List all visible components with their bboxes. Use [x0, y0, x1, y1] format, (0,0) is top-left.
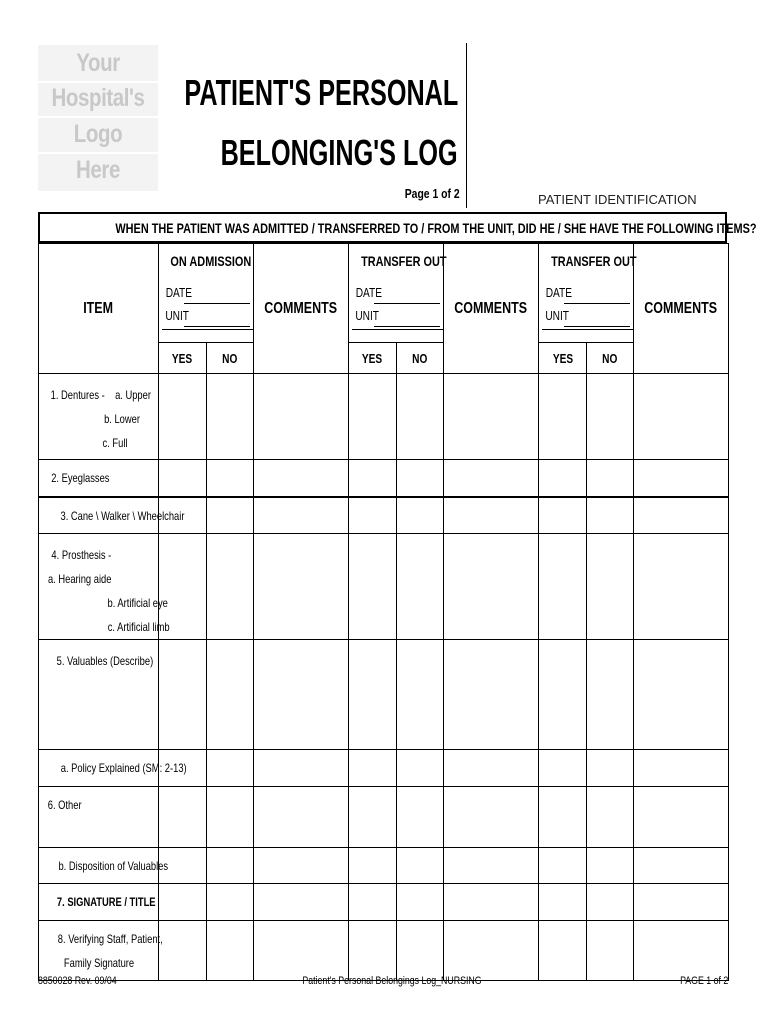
yes-header: YES: [159, 343, 207, 374]
logo-line-1: Your: [76, 49, 120, 77]
comment-cell[interactable]: [444, 374, 539, 460]
item-cell: 5. Valuables (Describe): [39, 640, 159, 750]
comments-header-3: COMMENTS: [634, 244, 729, 374]
form-number: 8850028 Rev. 09/04: [38, 975, 117, 987]
form-title-line-2: BELONGING'S LOG: [220, 132, 458, 173]
answer-cell[interactable]: [539, 640, 587, 750]
answer-cell[interactable]: [207, 640, 254, 750]
answer-cell[interactable]: [349, 534, 397, 640]
admission-unit-field[interactable]: UNIT: [162, 306, 253, 330]
comment-cell[interactable]: [444, 921, 539, 981]
answer-cell[interactable]: [349, 750, 397, 787]
comment-cell[interactable]: [254, 848, 349, 884]
answer-cell[interactable]: [397, 460, 444, 497]
comment-cell[interactable]: [254, 534, 349, 640]
answer-cell[interactable]: [587, 848, 634, 884]
comment-cell[interactable]: [254, 374, 349, 460]
answer-cell[interactable]: [539, 750, 587, 787]
table-row: [39, 750, 729, 787]
answer-cell[interactable]: [539, 497, 587, 534]
transfer-out-title-1: TRANSFER OUT: [361, 253, 447, 269]
answer-cell[interactable]: [397, 921, 444, 981]
admission-date-field[interactable]: DATE: [162, 283, 253, 306]
answer-cell[interactable]: [539, 848, 587, 884]
answer-cell[interactable]: [349, 460, 397, 497]
answer-cell[interactable]: [207, 750, 254, 787]
on-admission-title: ON ADMISSION: [170, 253, 252, 269]
answer-cell[interactable]: [207, 884, 254, 921]
comment-cell[interactable]: [634, 787, 729, 848]
yes-header: YES: [539, 343, 587, 374]
answer-cell[interactable]: [539, 374, 587, 460]
answer-cell[interactable]: [539, 921, 587, 981]
answer-cell[interactable]: [587, 497, 634, 534]
question-banner-text: WHEN THE PATIENT WAS ADMITTED / TRANSFERRED TO / FROM THE UNIT, DID HE / SHE HAVE THE FOLLOWING ITEMS?: [115, 220, 757, 236]
answer-cell[interactable]: [539, 460, 587, 497]
answer-cell[interactable]: [587, 640, 634, 750]
yes-header: YES: [349, 343, 397, 374]
answer-cell[interactable]: [587, 534, 634, 640]
comment-cell[interactable]: [444, 460, 539, 497]
comment-cell[interactable]: [634, 750, 729, 787]
answer-cell[interactable]: [207, 460, 254, 497]
comment-cell[interactable]: [254, 787, 349, 848]
table-row: [39, 497, 729, 534]
answer-cell[interactable]: [397, 497, 444, 534]
no-header: NO: [397, 343, 444, 374]
item-cell: 6. Other: [39, 787, 159, 848]
comment-cell[interactable]: [444, 497, 539, 534]
transfer-out-title-2: TRANSFER OUT: [551, 253, 637, 269]
logo-line-3: Logo: [73, 120, 123, 148]
comment-cell[interactable]: [634, 848, 729, 884]
transfer2-unit-field[interactable]: UNIT: [542, 306, 633, 330]
comment-cell[interactable]: [634, 640, 729, 750]
comment-cell[interactable]: [254, 921, 349, 981]
comment-cell[interactable]: [634, 497, 729, 534]
answer-cell[interactable]: [159, 640, 207, 750]
comment-cell[interactable]: [254, 640, 349, 750]
answer-cell[interactable]: [349, 884, 397, 921]
answer-cell[interactable]: [587, 750, 634, 787]
answer-cell[interactable]: [349, 848, 397, 884]
table-row: [39, 374, 729, 460]
transfer-out-header-1: [349, 244, 447, 343]
answer-cell[interactable]: [587, 921, 634, 981]
answer-cell[interactable]: [159, 787, 207, 848]
table-row: [39, 534, 729, 640]
table-row: [39, 921, 729, 981]
item-cell: 2. Eyeglasses: [39, 460, 159, 497]
answer-cell[interactable]: [159, 374, 207, 460]
answer-cell[interactable]: [159, 884, 207, 921]
page-indicator: Page 1 of 2: [405, 186, 460, 201]
comment-cell[interactable]: [634, 921, 729, 981]
question-banner: [38, 212, 757, 243]
answer-cell[interactable]: [207, 497, 254, 534]
transfer2-date-field[interactable]: DATE: [542, 283, 633, 306]
answer-cell[interactable]: [349, 640, 397, 750]
answer-cell[interactable]: [397, 750, 444, 787]
answer-cell[interactable]: [207, 374, 254, 460]
patient-identification-label: PATIENT IDENTIFICATION: [538, 192, 697, 207]
comment-cell[interactable]: [634, 374, 729, 460]
answer-cell[interactable]: [397, 787, 444, 848]
answer-cell[interactable]: [397, 640, 444, 750]
on-admission-header: [159, 244, 254, 343]
item-header: ITEM: [39, 244, 159, 374]
comment-cell[interactable]: [444, 884, 539, 921]
logo-line-2: Hospital's: [51, 84, 145, 112]
answer-cell[interactable]: [207, 848, 254, 884]
answer-cell[interactable]: [397, 884, 444, 921]
table-row: [39, 884, 729, 921]
answer-cell[interactable]: [587, 787, 634, 848]
no-header: NO: [207, 343, 254, 374]
comment-cell[interactable]: [254, 497, 349, 534]
answer-cell[interactable]: [349, 497, 397, 534]
answer-cell[interactable]: [397, 848, 444, 884]
comment-cell[interactable]: [444, 848, 539, 884]
answer-cell[interactable]: [159, 460, 207, 497]
transfer1-date-field[interactable]: DATE: [352, 283, 443, 306]
answer-cell[interactable]: [539, 884, 587, 921]
item-cell: 1. Dentures - a. Upper b. Lower c. Full: [39, 374, 159, 460]
table-row: [39, 787, 729, 848]
comment-cell[interactable]: [254, 884, 349, 921]
answer-cell[interactable]: [587, 460, 634, 497]
table-row: [39, 848, 729, 884]
comment-cell[interactable]: [444, 640, 539, 750]
item-cell: 4. Prosthesis -a. Hearing aide b. Artificial eye c. Artificial limb: [39, 534, 159, 640]
comment-cell[interactable]: [254, 750, 349, 787]
item-cell: 7. SIGNATURE / TITLE: [39, 884, 159, 921]
comment-cell[interactable]: [634, 884, 729, 921]
belongings-table: [38, 243, 729, 981]
answer-cell[interactable]: [207, 921, 254, 981]
table-row: [39, 640, 729, 750]
answer-cell[interactable]: [207, 534, 254, 640]
item-cell: 8. Verifying Staff, Patient, Family Signature: [39, 921, 159, 981]
answer-cell[interactable]: [587, 884, 634, 921]
answer-cell[interactable]: [587, 374, 634, 460]
footer-page-indicator: PAGE 1 of 2: [679, 975, 728, 987]
comment-cell[interactable]: [444, 534, 539, 640]
logo-line-4: Here: [76, 156, 120, 184]
comment-cell[interactable]: [634, 460, 729, 497]
answer-cell[interactable]: [539, 534, 587, 640]
answer-cell[interactable]: [207, 787, 254, 848]
comment-cell[interactable]: [444, 750, 539, 787]
footer-form-name: Patient's Personal Belongings Log_NURSING: [302, 975, 482, 987]
answer-cell[interactable]: [397, 534, 444, 640]
form-title-line-1: PATIENT'S PERSONAL: [184, 72, 458, 113]
comment-cell[interactable]: [444, 787, 539, 848]
item-cell: b. Disposition of Valuables: [39, 848, 159, 884]
answer-cell[interactable]: [159, 921, 207, 981]
item-cell: a. Policy Explained (SM: 2-13): [39, 750, 159, 787]
comment-cell[interactable]: [634, 534, 729, 640]
comment-cell[interactable]: [254, 460, 349, 497]
comments-header-1: COMMENTS: [254, 244, 349, 374]
answer-cell[interactable]: [397, 374, 444, 460]
table-row: [39, 460, 729, 497]
hospital-logo-placeholder: [38, 45, 158, 191]
answer-cell[interactable]: [349, 787, 397, 848]
header-divider: [466, 43, 467, 208]
no-header: NO: [587, 343, 634, 374]
transfer1-unit-field[interactable]: UNIT: [352, 306, 443, 330]
transfer-out-header-2: [539, 244, 637, 343]
answer-cell[interactable]: [539, 787, 587, 848]
answer-cell[interactable]: [349, 921, 397, 981]
comments-header-2: COMMENTS: [444, 244, 539, 374]
answer-cell[interactable]: [349, 374, 397, 460]
item-cell: 3. Cane \ Walker \ Wheelchair: [39, 497, 159, 534]
